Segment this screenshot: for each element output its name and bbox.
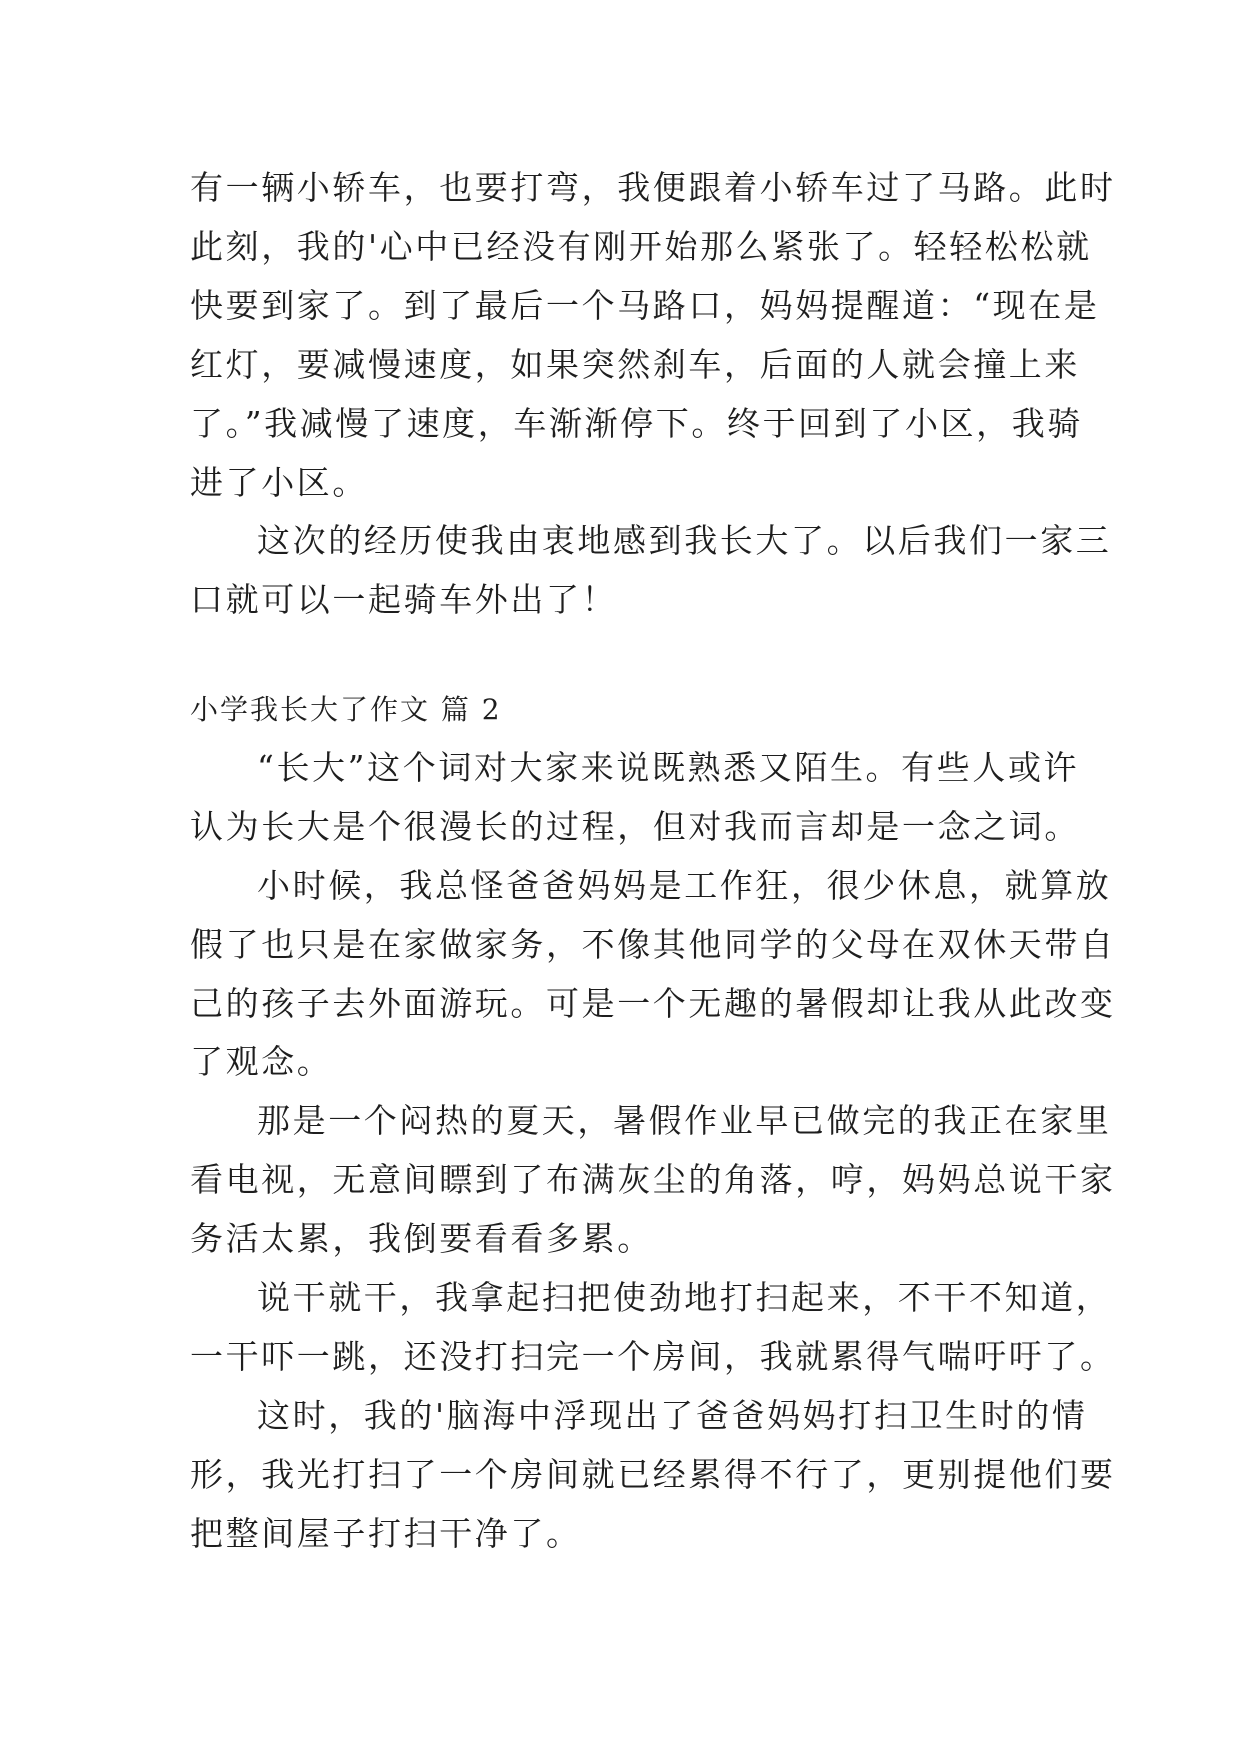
paragraph-line: 这次的经历使我由衷地感到我长大了。以后我们一家三: [257, 521, 1112, 560]
paragraph-line: “长大”这个词对大家来说既熟悉又陌生。有些人或许: [257, 748, 1080, 787]
paragraph-line: 了。”我减慢了速度，车渐渐停下。终于回到了小区，我骑: [190, 404, 1083, 443]
paragraph-line: 了观念。: [190, 1042, 333, 1081]
paragraph-line: 这时，我的'脑海中浮现出了爸爸妈妈打扫卫生时的情: [257, 1396, 1088, 1435]
paragraph-line: 形，我光打扫了一个房间就已经累得不行了，更别提他们要: [190, 1455, 1116, 1494]
paragraph-line: 认为长大是个很漫长的过程，但对我而言却是一念之词。: [190, 807, 1080, 846]
paragraph-line: 小时候，我总怪爸爸妈妈是工作狂，很少休息，就算放: [257, 866, 1112, 905]
paragraph-line: 务活太累，我倒要看看多累。: [190, 1219, 653, 1258]
paragraph-line: 说干就干，我拿起扫把使劲地打扫起来，不干不知道，: [257, 1278, 1112, 1317]
section-heading: 小学我长大了作文 篇 2: [190, 693, 502, 726]
paragraph-line: 一干吓一跳，还没打扫完一个房间，我就累得气喘吁吁了。: [190, 1337, 1116, 1376]
paragraph-line: 把整间屋子打扫干净了。: [190, 1514, 582, 1553]
paragraph-line: 口就可以一起骑车外出了！: [190, 580, 618, 619]
paragraph-line: 此刻，我的'心中已经没有刚开始那么紧张了。轻轻松松就: [190, 227, 1092, 266]
paragraph-line: 假了也只是在家做家务，不像其他同学的父母在双休天带自: [190, 925, 1116, 964]
paragraph-line: 看电视，无意间瞟到了布满灰尘的角落，哼，妈妈总说干家: [190, 1160, 1116, 1199]
paragraph-line: 己的孩子去外面游玩。可是一个无趣的暑假却让我从此改变: [190, 984, 1116, 1023]
paragraph-line: 有一辆小轿车，也要打弯，我便跟着小轿车过了马路。此时: [190, 168, 1116, 207]
paragraph-line: 进了小区。: [190, 463, 368, 502]
paragraph-line: 快要到家了。到了最后一个马路口，妈妈提醒道：“现在是: [190, 286, 1100, 325]
paragraph-line: 红灯，要减慢速度，如果突然刹车，后面的人就会撞上来: [190, 345, 1080, 384]
paragraph-line: 那是一个闷热的夏天，暑假作业早已做完的我正在家里: [257, 1101, 1112, 1140]
